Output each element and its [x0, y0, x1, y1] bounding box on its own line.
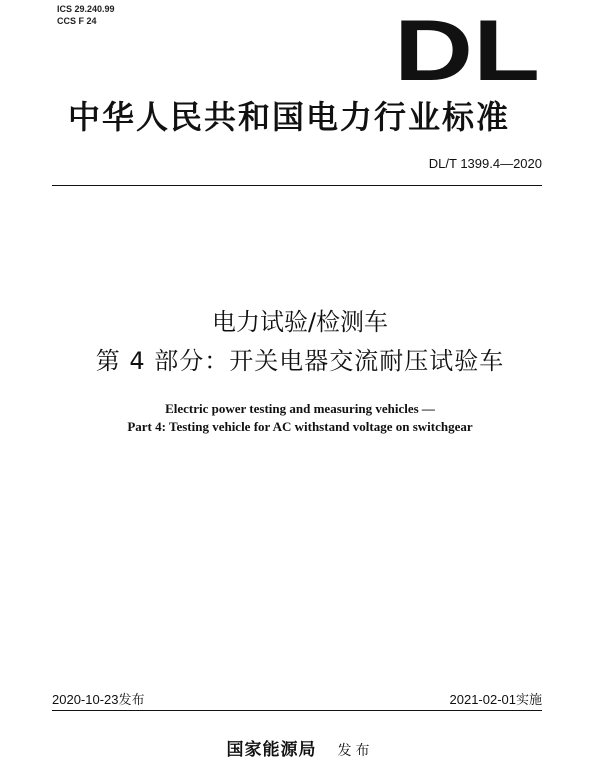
top-divider — [52, 185, 542, 186]
bottom-divider — [52, 710, 542, 711]
dl-logo-text: DL — [394, 14, 540, 86]
ccs-code: CCS F 24 — [57, 16, 97, 26]
title-chinese-line1: 电力试验/检测车 — [211, 308, 389, 336]
publisher-line — [0, 735, 600, 760]
issue-date: 2020-10-23发布 — [52, 692, 145, 707]
title-english-line1: Electric power testing and measuring vehicles — — [165, 401, 435, 416]
implementation-date: 2021-02-01实施 — [449, 692, 542, 707]
publisher-name: 国家能源局 — [226, 740, 317, 760]
classification-codes — [57, 3, 115, 27]
organization-title: 中华人民共和国电力行业标准 — [67, 98, 510, 136]
title-chinese-line2: 第 4 部分：开关电器交流耐压试验车 — [95, 347, 505, 375]
ics-code: ICS 29.240.99 — [57, 4, 115, 14]
publisher-action: 发布 — [337, 743, 374, 759]
title-english-line2: Part 4: Testing vehicle for AC withstand voltage on switchgear — [127, 419, 473, 434]
dl-logo — [392, 14, 542, 86]
standard-number: DL/T 1399.4—2020 — [428, 156, 542, 171]
